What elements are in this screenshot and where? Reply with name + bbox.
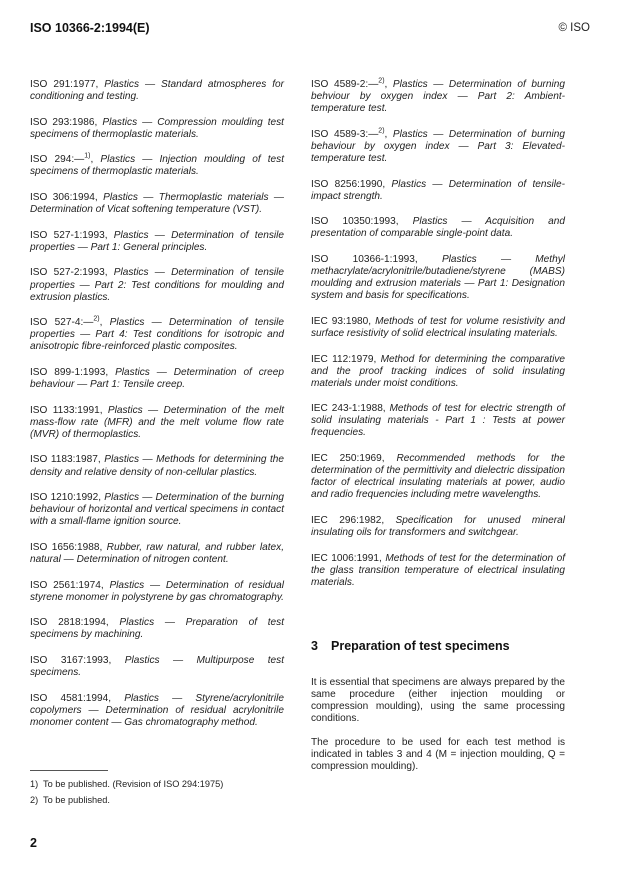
references-left-column — [30, 79, 284, 742]
reference-item: IEC 93:1980, Methods of test for volume resistivity and surface resistivity of solid electrical insulating materials. — [311, 315, 565, 339]
reference-item: ISO 10366-1:1993, Plastics — Methyl methacrylate/acrylonitrile/butadiene/styrene (MABS) moulding and extrusion materials — Part 1: Designation system and basis for specifications. — [311, 253, 565, 302]
reference-item: ISO 3167:1993, Plastics — Multipurpose test specimens. — [30, 655, 285, 679]
section-heading — [311, 639, 510, 653]
reference-item: ISO 306:1994, Plastics — Thermoplastic materials — Determination of Vicat softening temperature (VST). — [30, 192, 285, 216]
reference-item: ISO 1183:1987, Plastics — Methods for determining the density and relative density of non-cellular plastics. — [30, 454, 284, 478]
reference-item: IEC 296:1982, Specification for unused mineral insulating oils for transformers and switchgear. — [311, 514, 565, 539]
reference-item: ISO 1656:1988, Rubber, raw natural, and rubber latex, natural — Determination of nitrogen content. — [30, 541, 285, 566]
references-right-column — [311, 79, 565, 602]
reference-item: ISO 10350:1993, Plastics — Acquisition and presentation of comparable single-point data. — [311, 216, 565, 240]
reference-item: ISO 527-1:1993, Plastics — Determination of tensile properties — Part 1: General principles. — [30, 229, 284, 253]
reference-item: ISO 2561:1974, Plastics — Determination of residual styrene monomer in polystyrene by gas chromatography. — [30, 579, 284, 603]
reference-item: ISO 899-1:1993, Plastics — Determination of creep behaviour — Part 1: Tensile creep. — [30, 367, 284, 391]
reference-item: ISO 1133:1991, Plastics — Determination of the melt mass-flow rate (MFR) and the melt volume flow rate (MVR) of thermoplastics. — [30, 404, 284, 440]
section-title: Preparation of test specimens — [331, 639, 510, 653]
page-number: 2 — [30, 836, 37, 850]
reference-item: IEC 1006:1991, Methods of test for the determination of the glass transition temperature of electrical insulating materials. — [311, 552, 565, 588]
header-standard-number: ISO 10366-2:1994(E) — [30, 21, 150, 35]
footnote: 1) To be published. (Revision of ISO 294:1975) — [30, 779, 224, 789]
reference-item: ISO 2818:1994, Plastics — Preparation of test specimens by machining. — [30, 617, 284, 641]
reference-item: ISO 4589-3:—$^{2)}$, Plastics — Determination of burning behaviour by oxygen index — Part 3: Elevated-temperature test. — [311, 127, 566, 164]
reference-item: ISO 291:1977, Plastics — Standard atmospheres for conditioning and testing. — [30, 79, 285, 103]
reference-item: ISO 527-4:—$^{2)}$, Plastics — Determination of tensile properties — Part 4: Test conditions for isotropic and anisotropic fibre-reinforced plastic composites. — [30, 315, 284, 353]
reference-item: ISO 4589-2:—$^{2)}$, Plastics — Determination of burning behviour by oxygen index — Part 2: Ambient-temperature test. — [311, 77, 566, 115]
reference-item: IEC 250:1969, Recommended methods for the determination of the permittivity and dielectric dissipation factor of electrical insulating materials at power, audio and radio frequencies including metre wavelengths. — [311, 453, 565, 501]
reference-item: ISO 8256:1990, Plastics — Determination of tensile-impact strength. — [311, 178, 565, 202]
reference-item: ISO 527-2:1993, Plastics — Determination of tensile properties — Part 2: Test conditions for moulding and extrusion plastics. — [30, 267, 284, 303]
section-number: 3 — [311, 639, 318, 653]
reference-item: ISO 4581:1994, Plastics — Styrene/acrylonitrile copolymers — Determination of residual acrylonitrile monomer content — Gas chromatography method. — [30, 692, 284, 728]
footnote: 2) To be published. — [30, 795, 110, 805]
footnote-divider — [30, 770, 108, 771]
header-copyright: © ISO — [558, 22, 590, 34]
reference-item: IEC 243-1:1988, Methods of test for electric strength of solid insulating materials - Part 1 : Tests at power frequencies. — [311, 403, 565, 439]
section-paragraph: It is essential that specimens are always prepared by the same procedure (either injection moulding or compression moulding), using the same processing conditions. — [311, 677, 565, 725]
section-paragraph: The procedure to be used for each test method is indicated in tables 3 and 4 (M = injection moulding, Q = compression moulding). — [311, 737, 565, 773]
reference-item: ISO 293:1986, Plastics — Compression moulding test specimens of thermoplastic materials. — [30, 116, 284, 140]
reference-item: IEC 112:1979, Method for determining the comparative and the proof tracking indices of solid insulating materials under moist conditions. — [311, 353, 565, 389]
reference-item: ISO 1210:1992, Plastics — Determination of the burning behaviour of horizontal and vertical specimens in contact with a small-flame ignition source. — [30, 492, 284, 528]
reference-item: ISO 294:—$^{1)}$, Plastics — Injection moulding of test specimens of thermoplastic materials. — [30, 153, 284, 178]
